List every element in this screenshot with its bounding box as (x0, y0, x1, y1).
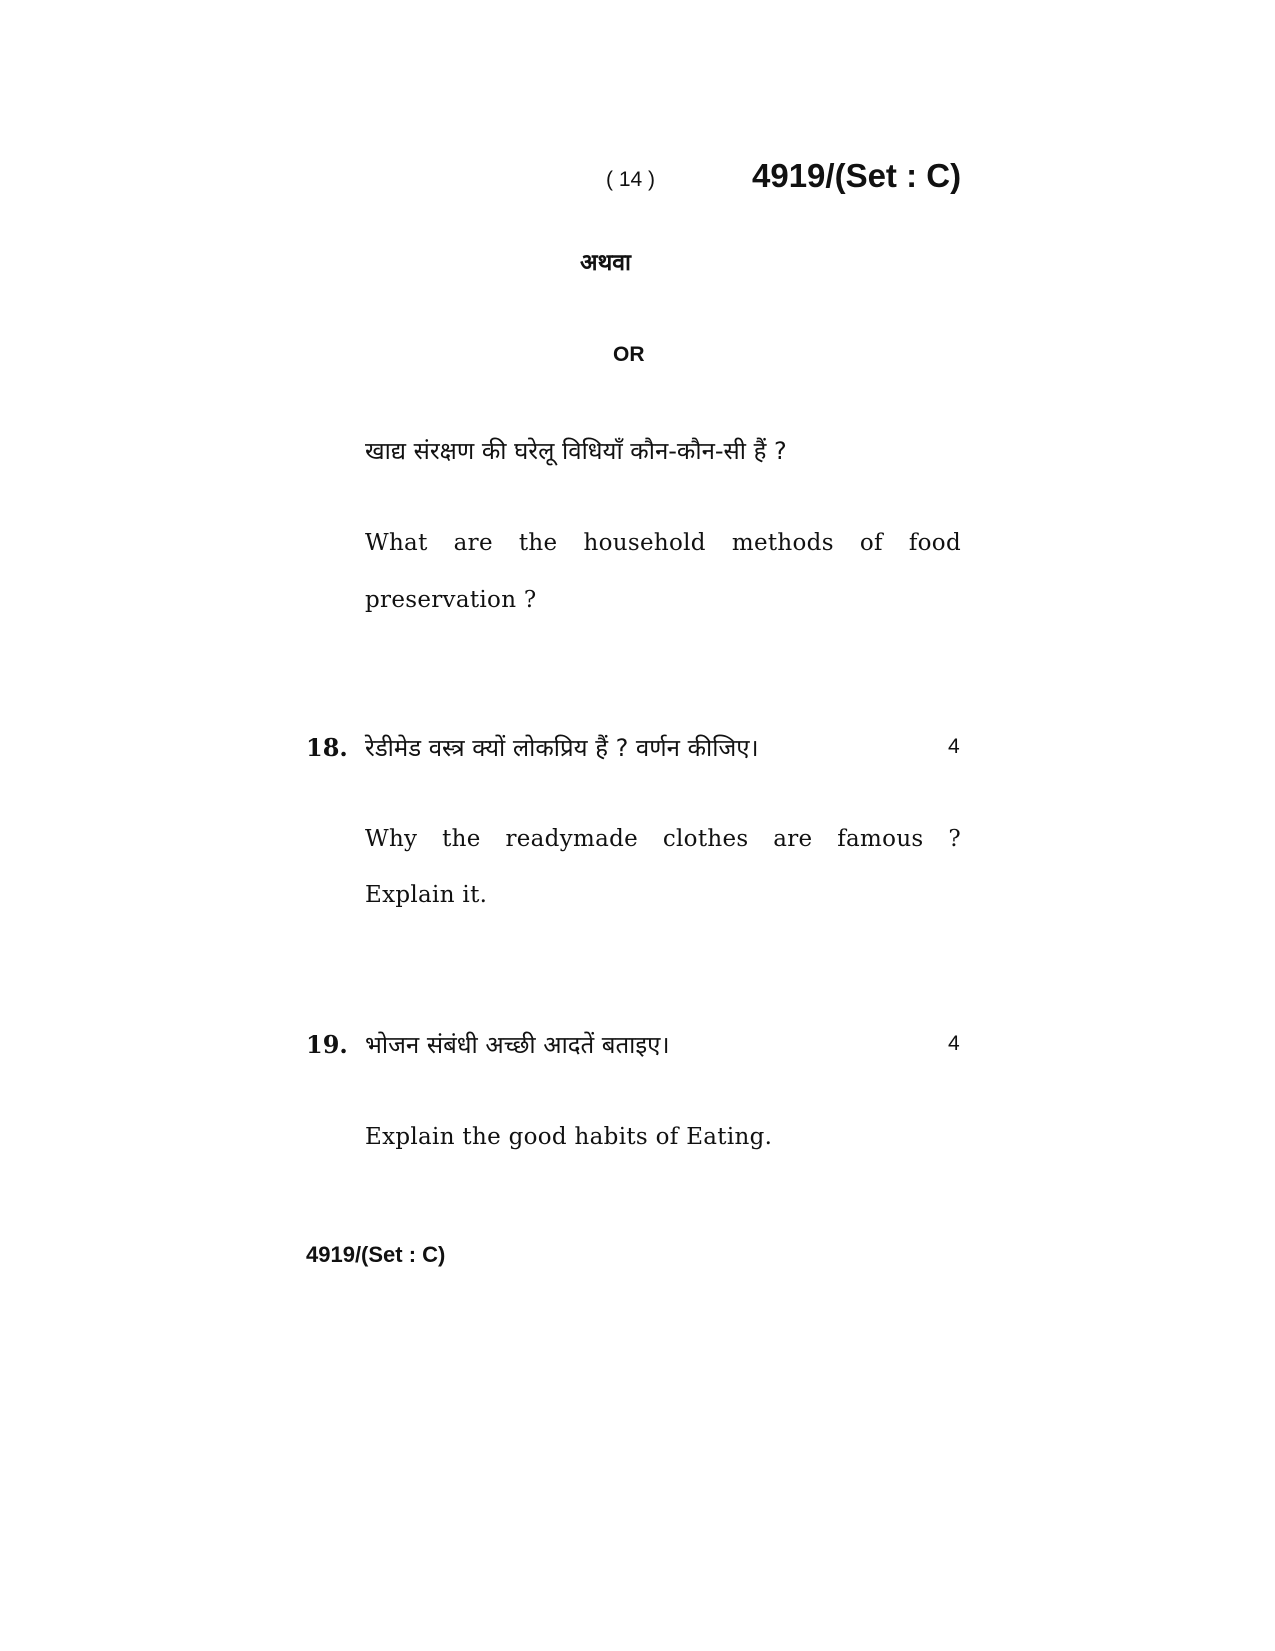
question-18-marks: 4 (948, 735, 960, 758)
word: food (908, 530, 961, 556)
or-english: OR (613, 343, 645, 366)
question-17-alt-hindi: खाद्य संरक्षण की घरेलू विधियाँ कौन-कौन-सी हैं ? (365, 437, 787, 465)
word: readymade (505, 826, 639, 852)
word: of (859, 530, 883, 556)
word: famous (837, 826, 924, 852)
question-17-alt-english-line2: preservation ? (365, 587, 537, 613)
word: clothes (662, 826, 749, 852)
question-19-number: 19. (306, 1030, 348, 1059)
word: methods (731, 530, 834, 556)
question-19-marks: 4 (948, 1032, 960, 1055)
question-18-hindi: रेडीमेड वस्त्र क्यों लोकप्रिय हैं ? वर्णन कीजिए। (365, 734, 759, 762)
paper-code-header: 4919/(Set : C) (752, 157, 962, 194)
word: ? (948, 826, 961, 852)
word: household (583, 530, 706, 556)
page-number: ( 14 ) (606, 168, 656, 191)
question-18-english-line2: Explain it. (365, 882, 488, 908)
or-hindi: अथवा (580, 250, 632, 276)
question-18-english-line1 (365, 826, 961, 852)
word: the (442, 826, 481, 852)
question-19-hindi: भोजन संबंधी अच्छी आदतें बताइए। (365, 1031, 670, 1059)
paper-code-footer: 4919/(Set : C) (306, 1242, 446, 1267)
question-19-english: Explain the good habits of Eating. (365, 1124, 773, 1150)
word: are (453, 530, 493, 556)
word: the (518, 530, 558, 556)
question-17-alt-english-line1 (365, 530, 961, 556)
question-18-number: 18. (306, 733, 348, 762)
word: are (773, 826, 813, 852)
word: Why (365, 826, 418, 852)
word: What (365, 530, 428, 556)
